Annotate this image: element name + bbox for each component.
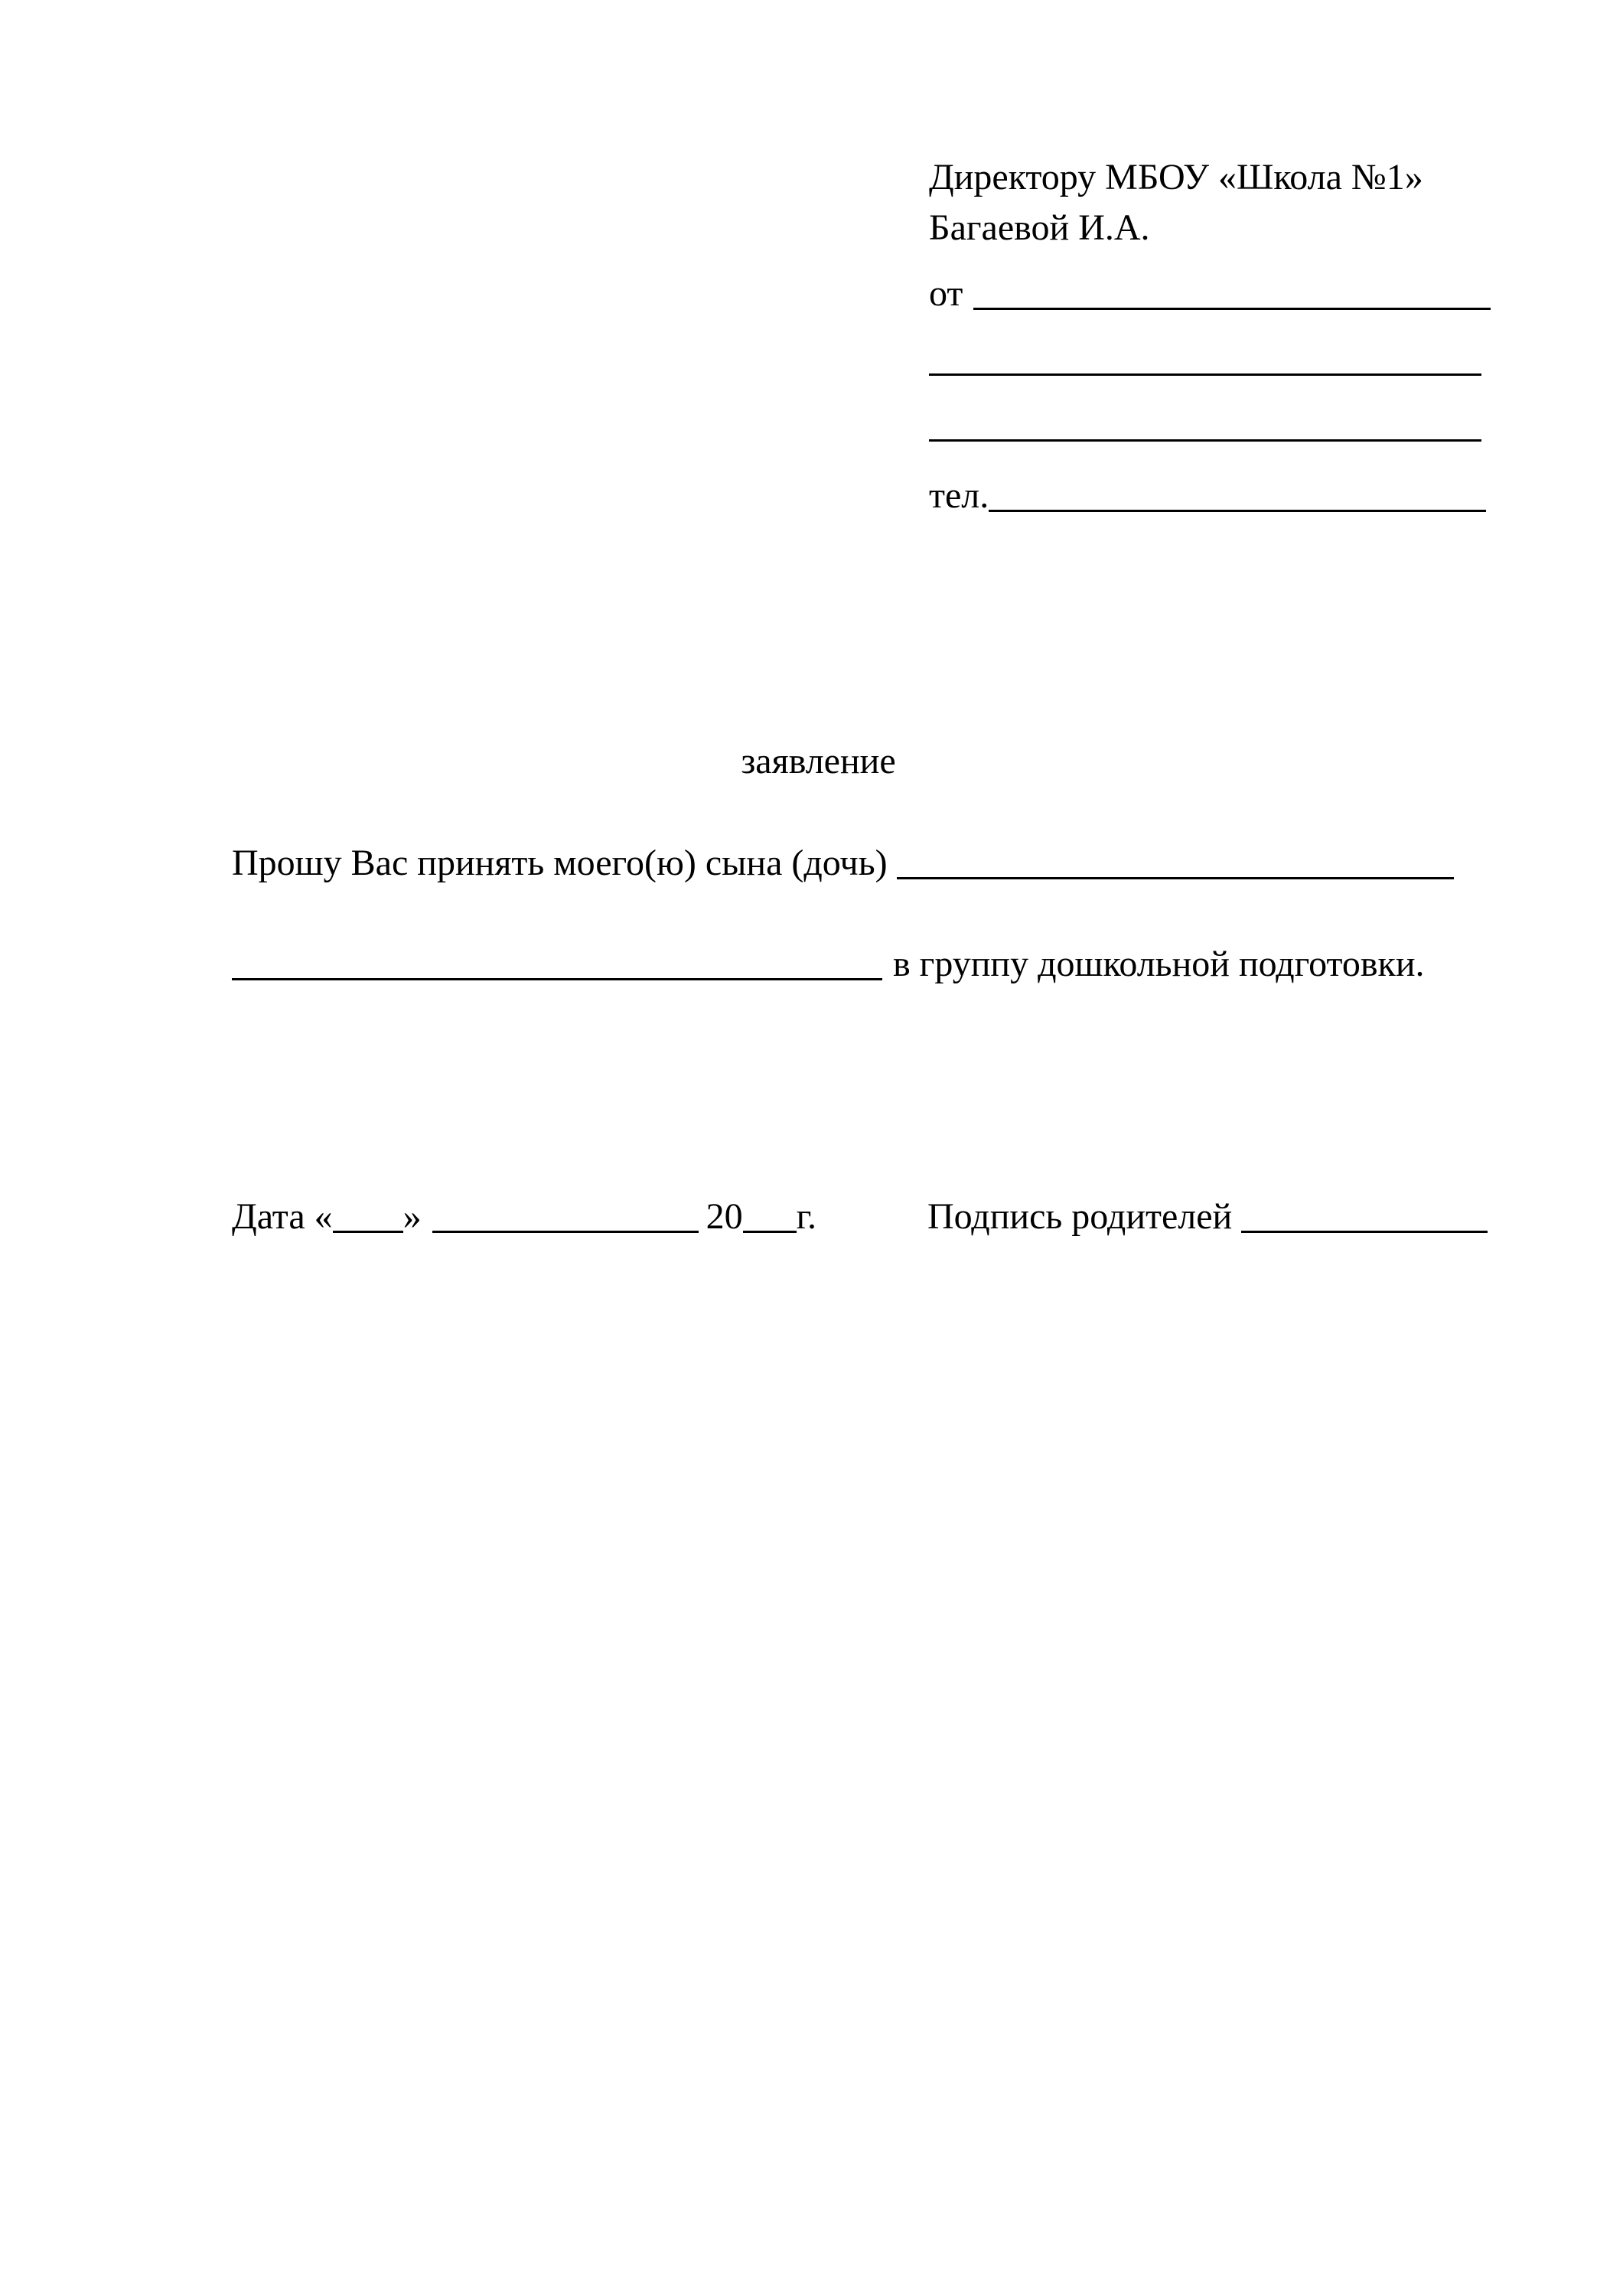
address-blank-row-2 bbox=[929, 406, 1481, 453]
phone-label: тел. bbox=[929, 475, 989, 516]
child-name-blank-continued[interactable] bbox=[232, 944, 882, 980]
addressee-line-director: Директору МБОУ «Школа №1» bbox=[929, 157, 1423, 197]
date-month-blank[interactable] bbox=[432, 1197, 699, 1233]
address-blank-1[interactable] bbox=[929, 340, 1481, 376]
address-blank-2[interactable] bbox=[929, 406, 1481, 442]
date-row bbox=[232, 1194, 816, 1240]
signature-label: Подпись родителей bbox=[927, 1196, 1233, 1237]
group-row bbox=[232, 941, 1425, 987]
from-name-blank[interactable] bbox=[973, 274, 1491, 310]
group-text: в группу дошкольной подготовки. bbox=[893, 944, 1425, 984]
from-row bbox=[929, 271, 1491, 317]
year-suffix: г. bbox=[796, 1196, 816, 1237]
request-text: Прошу Вас принять моего(ю) сына (дочь) bbox=[232, 843, 888, 883]
from-label: от bbox=[929, 273, 963, 314]
date-day-blank[interactable] bbox=[333, 1197, 403, 1233]
child-name-blank[interactable] bbox=[897, 843, 1454, 879]
phone-blank[interactable] bbox=[989, 476, 1486, 512]
year-prefix: 20 bbox=[706, 1196, 743, 1237]
addressee-line-name: Багаевой И.А. bbox=[929, 207, 1150, 248]
signature-blank[interactable] bbox=[1241, 1197, 1488, 1233]
phone-row bbox=[929, 473, 1486, 519]
signature-row bbox=[927, 1194, 1488, 1240]
address-blank-row-1 bbox=[929, 340, 1481, 387]
date-label: Дата « bbox=[232, 1196, 333, 1237]
request-row bbox=[232, 840, 1454, 886]
document-title: заявление bbox=[741, 741, 896, 781]
date-year-blank[interactable] bbox=[743, 1197, 797, 1233]
date-close-quote: » bbox=[402, 1196, 422, 1237]
